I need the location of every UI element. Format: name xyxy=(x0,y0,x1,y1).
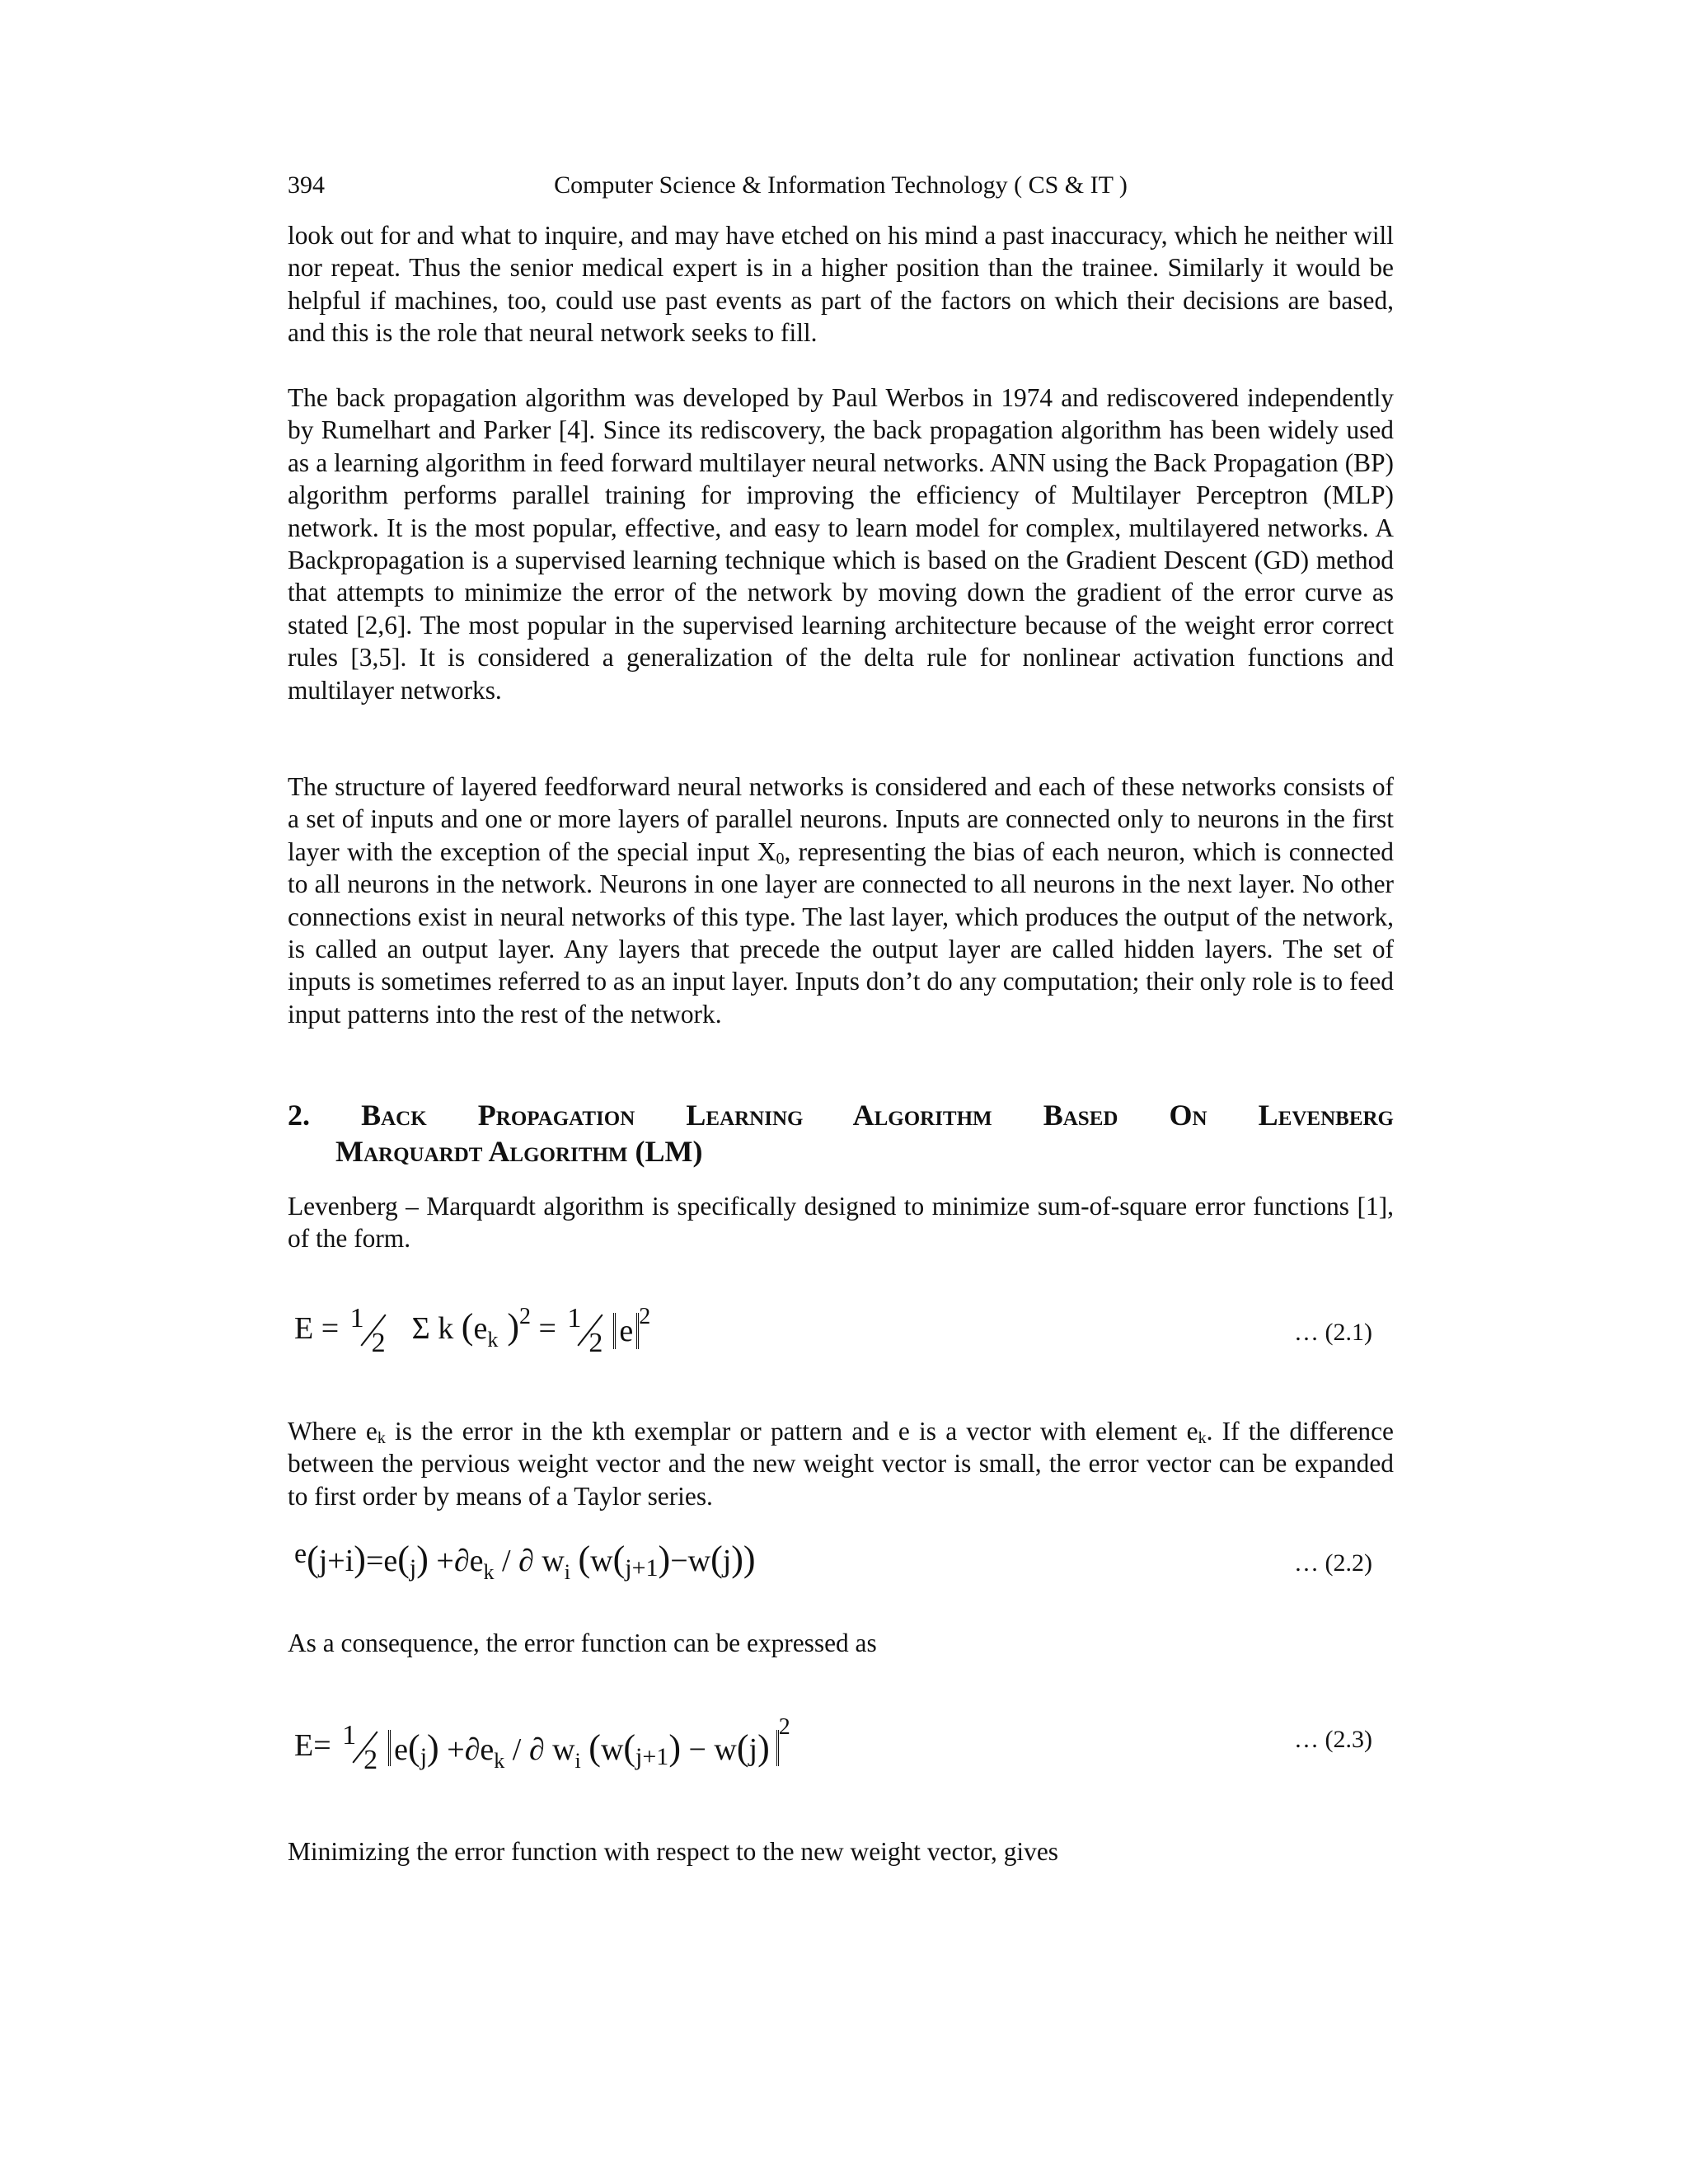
section-number: 2. xyxy=(288,1099,310,1132)
paragraph-text: . If the difference between the pervious weight vector and the new weight vector is small, the error vector can be expanded to first order by means of a Taylor series. xyxy=(288,1417,1394,1511)
subscript: 0 xyxy=(776,849,785,868)
section-heading xyxy=(288,1097,1394,1169)
norm-symbol: $e(j) +\partial e_k$ / ∂ $w_i$ (w(j+1) − w(j) xyxy=(388,1730,773,1766)
paragraph-text: Where e xyxy=(288,1417,377,1446)
equation-2-2 xyxy=(288,1538,1372,1604)
fraction-one-half: 1 2 xyxy=(349,1303,386,1359)
paragraph-text: is the error in the kth exemplar or pattern and e is a vector with element e xyxy=(385,1417,1198,1446)
subscript: k xyxy=(1198,1429,1207,1447)
section-title-text: Marquardt Algorithm xyxy=(335,1135,628,1168)
section-title-line1 xyxy=(288,1097,1394,1133)
paragraph-error-vector xyxy=(288,1415,1394,1512)
section-title-line2 xyxy=(288,1133,1394,1169)
equation-body: E = 1 2 Σ k ($e_k$ )$^2$ = 1 2 e $^2$ xyxy=(294,1303,651,1359)
paragraph-text: The structure of layered feedforward neural networks is considered and each of these networks consists of a set of inputs and one or more layers of parallel neurons. Inputs are connected only to neurons in the first layer with the exception of the special input X xyxy=(288,772,1394,866)
equation-2-1 xyxy=(288,1303,1372,1370)
paragraph-consequence: As a consequence, the error function can be expressed as xyxy=(288,1629,877,1657)
equation-2-3 xyxy=(288,1703,1372,1776)
subscript: k xyxy=(377,1429,386,1447)
fraction-one-half: 1 2 xyxy=(342,1720,378,1776)
fraction-one-half: 1 2 xyxy=(567,1303,603,1359)
paragraph-minimizing: Minimizing the error function with respect to the new weight vector, gives xyxy=(288,1837,1058,1866)
running-title: Computer Science & Information Technology ( CS & IT ) xyxy=(554,171,1128,199)
paragraph-lm-intro: Levenberg – Marquardt algorithm is specifically designed to minimize sum-of-square error functions [1], of the form. xyxy=(288,1192,1394,1254)
equation-number: … (2.2) xyxy=(1294,1549,1372,1577)
paragraph-backprop-history: The back propagation algorithm was developed by Paul Werbos in 1974 and rediscovered independently by Rumelhart and Parker [4]. Since its rediscovery, the back propagation algorithm has been widely used as a learning algorithm in feed forward multilayer neural networks. ANN using the Back Propagation (BP) algorithm performs parallel training for improving the efficiency of Multilayer Perceptron (MLP) network. It is the most popular, effective, and easy to learn model for complex, multilayered networks. A Backpropagation is a supervised learning technique which is based on the Gradient Descent (GD) method that attempts to minimize the error of the network by moving down the gradient of the error curve as stated [2,6]. The most popular in the supervised learning architecture because of the weight error correct rules [3,5]. It is considered a generalization of the delta rule for nonlinear activation functions and multilayer networks. xyxy=(288,383,1394,705)
page-header xyxy=(288,169,1394,202)
section-title-abbrev: (LM) xyxy=(635,1135,703,1168)
paragraph-text: , representing the bias of each neuron, which is connected to all neurons in the network. Neurons in one layer are connected to all neurons in the next layer. No other connections exist in neural networks of this type. The last layer, which produces the output of the network, is called an output layer. Any layers that precede the output layer are called hidden layers. The set of inputs is sometimes referred to as an input layer. Inputs don’t do any computation; their only role is to feed input patterns into the rest of the network. xyxy=(288,837,1394,1029)
paragraph-network-structure xyxy=(288,771,1394,1030)
norm-symbol-close xyxy=(773,1730,779,1766)
paragraph-intro-continuation: look out for and what to inquire, and may have etched on his mind a past inaccuracy, which he neither will nor repeat. Thus the senior medical expert is in a higher position than the trainee. Similarly it would be helpful if machines, too, could use past events as part of the factors on which their decisions are based, and this is the role that neural network seeks to fill. xyxy=(288,221,1394,348)
equation-body: E= 1 2 $e(j) +\partial e_k$ / ∂ $w_i$ ($w(j+1) - w(j)^2$ xyxy=(294,1714,790,1776)
norm-symbol: e xyxy=(613,1313,639,1349)
equation-number: … (2.3) xyxy=(1294,1726,1372,1753)
equation-number: … (2.1) xyxy=(1294,1319,1372,1346)
equation-body: $e(j+i)=e(j) +\partial e_k$ / ∂ $w_i$ (w(j+1)−w(j)) xyxy=(294,1539,756,1584)
section-title-text: Back Propagation Learning Algorithm Based On Levenberg xyxy=(361,1099,1395,1132)
page-number: 394 xyxy=(288,171,325,199)
